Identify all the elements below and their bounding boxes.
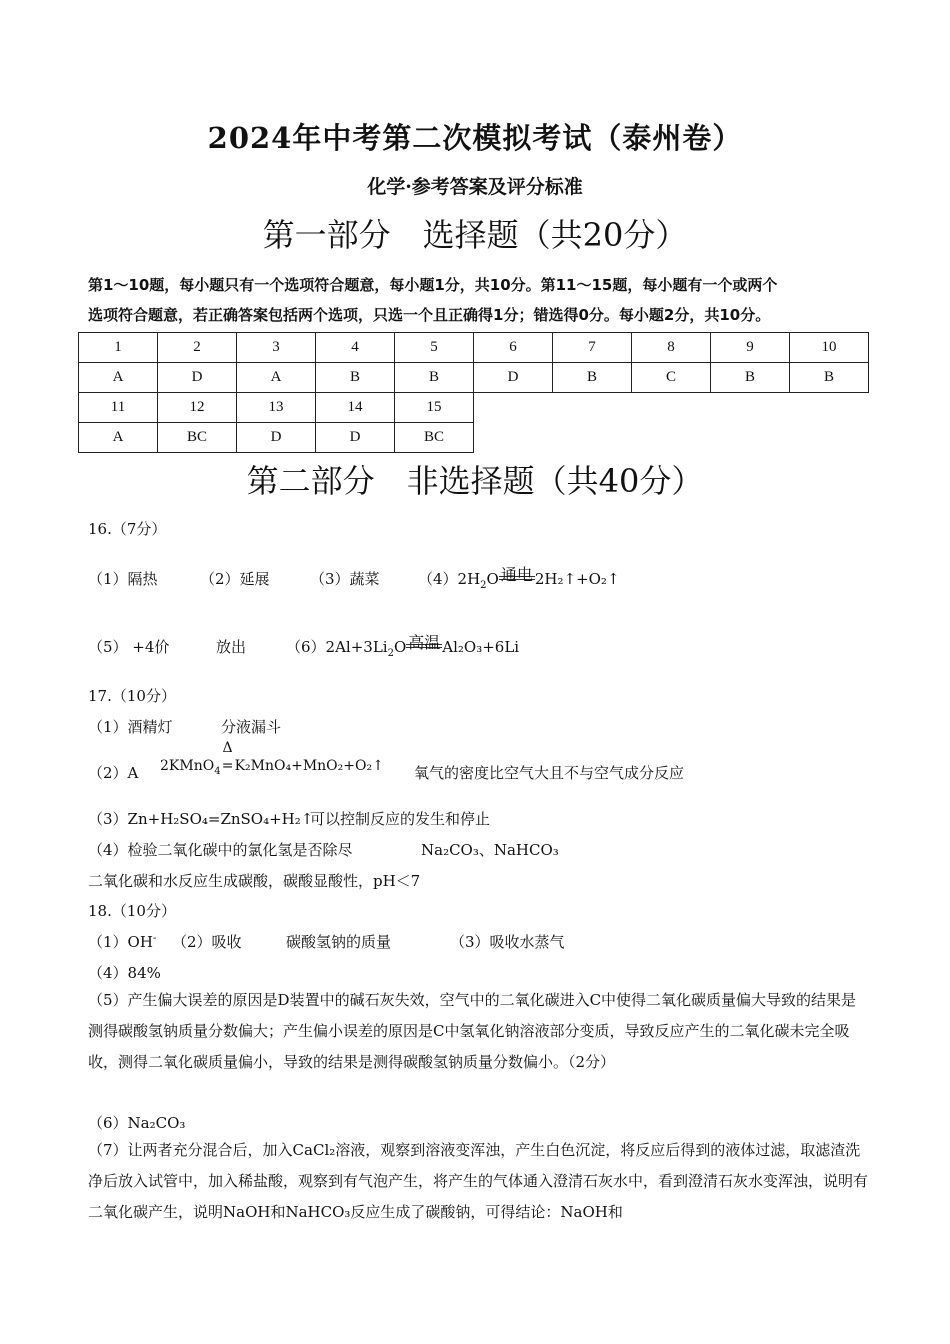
- table-cell-empty: [711, 423, 790, 453]
- q18-line2: （4）84%: [88, 964, 161, 982]
- table-cell-empty: [711, 393, 790, 423]
- q16-eq2-right: Al₂O₃+6Li: [442, 638, 520, 656]
- q17-line2-b: 氧气的密度比空气大且不与空气成分反应: [414, 764, 685, 782]
- table-cell: BC: [395, 423, 474, 453]
- q17-line3-a: （3）Zn+H₂SO₄=ZnSO₄+H₂↑: [88, 810, 314, 828]
- table-row: [79, 333, 869, 363]
- table-cell: A: [237, 363, 316, 393]
- q18-line1-c: 碳酸氢钠的质量: [286, 933, 392, 951]
- table-cell: 8: [632, 333, 711, 363]
- table-row: [79, 423, 869, 453]
- table-cell: 4: [316, 333, 395, 363]
- q18-line3: （5）产生偏大误差的原因是D装置中的碱石灰失效，空气中的二氧化碳进入C中使得二氧化碳质量偏大导致的结果是测得碳酸氢钠质量分数偏大；产生偏小误差的原因是C中氢氧化钠溶液部分变质，导致反应产生的二氧化碳未完全吸收，测得二氧化碳质量偏小，导致的结果是测得碳酸氢钠质量分数偏小。（2分）: [88, 991, 857, 1071]
- q18-title: 18.（10分）: [88, 902, 176, 920]
- q16-eq-left: （4）2H: [418, 570, 481, 588]
- q17-line5: 二氧化碳和水反应生成碳酸，碳酸显酸性，pH＜7: [88, 872, 421, 890]
- table-cell: 5: [395, 333, 474, 363]
- q18-line1-b: （2）吸收: [172, 933, 242, 951]
- page-title: 2024年中考第二次模拟考试（泰州卷）: [207, 121, 743, 155]
- q16-line2-equation: $(6)2Al+3Li_2O$ 高温 Al₂O₃+6Li: [286, 636, 519, 659]
- table-cell: 12: [158, 393, 237, 423]
- table-cell: 7: [553, 333, 632, 363]
- table-cell: B: [553, 363, 632, 393]
- q16-line2-a: （5） +4价: [88, 638, 170, 656]
- q16-line1-c: （3）蔬菜: [310, 570, 380, 588]
- table-cell-empty: [632, 423, 711, 453]
- table-row: [79, 363, 869, 393]
- table-cell-empty: [553, 423, 632, 453]
- table-cell-empty: [474, 423, 553, 453]
- table-cell: 11: [79, 393, 158, 423]
- table-cell: B: [790, 363, 869, 393]
- q17-line2-a: （2）A: [88, 764, 139, 782]
- table-cell: BC: [158, 423, 237, 453]
- q16-eq-left-o: O: [486, 570, 499, 588]
- q16-eq2-condition: 高温: [408, 633, 441, 652]
- q17-line1-b: 分液漏斗: [221, 718, 282, 736]
- q17-line1-a: （1）酒精灯: [88, 718, 173, 736]
- part2-heading: 第二部分 非选择题（共40分）: [246, 462, 704, 500]
- table-cell-empty: [553, 393, 632, 423]
- q16-title: 16.（7分）: [88, 520, 167, 538]
- q18-line4: （6）Na₂CO₃: [88, 1114, 186, 1132]
- q16-line1-a: （1）隔热: [88, 570, 158, 588]
- q16-line1-equation: $(4)2H_2O$ 通电 2H₂↑+O₂↑: [418, 568, 620, 591]
- table-cell-empty: [632, 393, 711, 423]
- table-cell: 6: [474, 333, 553, 363]
- q18-line1-sup: -: [152, 933, 157, 944]
- answer-table: [78, 332, 869, 453]
- q17-title: 17.（10分）: [88, 687, 176, 705]
- table-cell-empty: [790, 423, 869, 453]
- part1-heading: 第一部分 选择题（共20分）: [262, 216, 688, 254]
- part1-instruction-line1: 第1～10题，每小题只有一个选项符合题意，每小题1分，共10分。第11～15题，每小题有一个或两个: [88, 276, 778, 294]
- table-cell: D: [158, 363, 237, 393]
- q16-eq-condition: 通电: [500, 565, 533, 584]
- page-subtitle: 化学·参考答案及评分标准: [367, 176, 583, 198]
- table-cell: 3: [237, 333, 316, 363]
- table-cell: 13: [237, 393, 316, 423]
- table-cell: A: [79, 363, 158, 393]
- table-cell: B: [316, 363, 395, 393]
- table-cell: 15: [395, 393, 474, 423]
- q17-line2-equation: 2KMnO$_4$ Δ =K₂MnO₄+MnO₂+O₂↑: [160, 740, 384, 777]
- q18-line5: （7）让两者充分混合后，加入CaCl₂溶液，观察到溶液变浑浊，产生白色沉淀，将反应后得到的液体过滤，取滤渣洗净后放入试管中，加入稀盐酸，观察到有气泡产生，将产生的气体通入澄清石灰水中，看到澄清石灰水变浑浊，说明有二氧化碳产生，说明NaOH和NaHCO₃反应生成了碳酸钠，可得结论：NaOH和: [88, 1141, 869, 1221]
- q16-line2-b: 放出: [216, 638, 247, 656]
- table-cell: 10: [790, 333, 869, 363]
- q18-line1-d: （3）吸收水蒸气: [450, 933, 565, 951]
- table-cell: 14: [316, 393, 395, 423]
- table-cell: D: [474, 363, 553, 393]
- table-cell-empty: [790, 393, 869, 423]
- q17-line4-b: Na₂CO₃、NaHCO₃: [421, 841, 559, 859]
- q16-eq-right: 2H₂↑+O₂↑: [534, 570, 620, 588]
- table-cell-empty: [474, 393, 553, 423]
- q17-line4-a: （4）检验二氧化碳中的氯化氢是否除尽: [88, 841, 353, 859]
- table-cell: D: [316, 423, 395, 453]
- q16-eq2-left-o: O: [393, 638, 407, 656]
- q18-line1-a-text: （1）OH: [88, 933, 153, 951]
- q16-line1-b: （2）延展: [200, 570, 270, 588]
- table-cell: C: [632, 363, 711, 393]
- table-row: [79, 393, 869, 423]
- table-cell: B: [711, 363, 790, 393]
- table-cell: 9: [711, 333, 790, 363]
- q16-eq2-left: （6）2Al+3Li: [286, 638, 388, 656]
- q17-eq-left: 2KMnO: [160, 758, 215, 774]
- q17-eq-arrow: Δ =: [221, 740, 234, 774]
- table-cell: B: [395, 363, 474, 393]
- q17-eq-condition: Δ: [222, 740, 233, 756]
- q18-line1-a: [88, 931, 156, 952]
- q17-eq-right: K₂MnO₄+MnO₂+O₂↑: [234, 758, 384, 774]
- table-cell: 2: [158, 333, 237, 363]
- table-cell: D: [237, 423, 316, 453]
- table-cell: 1: [79, 333, 158, 363]
- q17-line3-b: 可以控制反应的发生和停止: [310, 810, 491, 828]
- part1-instruction-line2: 选项符合题意，若正确答案包括两个选项，只选一个且正确得1分；错选得0分。每小题2分，共10分。: [88, 306, 771, 324]
- table-cell: A: [79, 423, 158, 453]
